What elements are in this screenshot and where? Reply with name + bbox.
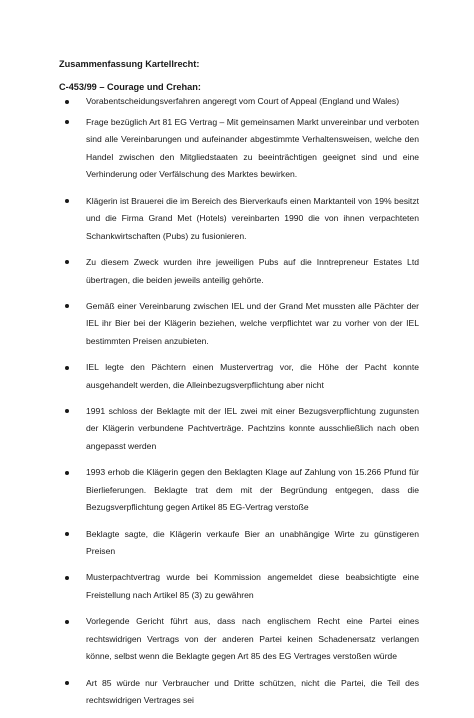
list-item bbox=[59, 569, 419, 604]
bullet-icon bbox=[65, 409, 69, 413]
case-heading: C-453/99 – Courage und Crehan: bbox=[59, 82, 201, 92]
list-item-text: Gemäß einer Vereinbarung zwischen IEL und der Grand Met mussten alle Pächter der IEL ihr Bier bei der Klägerin beziehen, welche verpflichtet war zu vorher von der IEL bestimmten Preisen anzubieten. bbox=[86, 300, 419, 346]
bullet-icon bbox=[65, 681, 69, 685]
list-item bbox=[59, 93, 419, 111]
bullet-icon bbox=[65, 120, 69, 124]
bullet-icon bbox=[65, 260, 69, 264]
list-item-text: Frage bezüglich Art 81 EG Vertrag – Mit gemeinsamen Markt unvereinbar und verboten sind alle Vereinbarungen und aufeinander abgestimmte Verhaltensweisen, welche den Handel zwischen den Mitgliedstaaten zu beeinträchtigen geeignet sind und eine Verhinderung oder Verfälschung des Marktes bewirken. bbox=[86, 116, 419, 180]
document-title: Zusammenfassung Kartellrecht: bbox=[59, 59, 200, 69]
list-item-text: Art 85 würde nur Verbraucher und Dritte schützen, nicht die Partei, die Teil des rechtswidrigen Vertrages sei bbox=[86, 677, 419, 706]
list-item bbox=[59, 193, 419, 246]
bullet-icon bbox=[65, 620, 69, 624]
list-item-text: Klägerin ist Brauerei die im Bereich des Bierverkaufs einen Marktanteil von 19% besitzt und die Firma Grand Met (Hotels) vereinbarten 1990 die von ihnen verpachteten Schankwirtschaften (Pubs) zu fusionieren. bbox=[86, 195, 419, 241]
bullet-icon bbox=[65, 576, 69, 580]
bullet-icon bbox=[65, 532, 69, 536]
list-item bbox=[59, 464, 419, 517]
list-item-text: IEL legte den Pächtern einen Mustervertrag vor, die Höhe der Pacht konnte ausgehandelt werden, die Alleinbezugsverpflichtung aber nicht bbox=[86, 362, 419, 390]
list-item bbox=[59, 114, 419, 184]
bullet-icon bbox=[65, 100, 69, 104]
list-item-text: 1993 erhob die Klägerin gegen den Beklagten Klage auf Zahlung von 15.266 Pfund für Bierlieferungen. Beklagte trat dem mit der Begründung entgegen, dass die Bezugsverpflichtung gegen Artikel 85 EG-Vertrag verstoße bbox=[86, 467, 419, 513]
list-item-text: 1991 schloss der Beklagte mit der IEL zwei mit einer Bezugsverpflichtung zugunsten der Klägerin verbundene Pachtverträge. Pachtzins konnte ausschließlich nach oben angepasst werden bbox=[86, 405, 419, 452]
list-item-text: Musterpachtvertrag wurde bei Kommission angemeldet diese beabsichtigte eine Freistellung nach Artikel 85 (3) zu gewähren bbox=[86, 572, 419, 600]
bullet-icon bbox=[65, 366, 69, 370]
list-item bbox=[59, 675, 419, 710]
bullet-icon bbox=[65, 471, 69, 475]
list-item-text: Vorlegende Gericht führt aus, dass nach englischem Recht eine Partei eines rechtswidrigen Vertrags von der anderen Partei keinen Schadenersatz verlangen könne, selbst wenn die Beklagte gegen Art 85 des EG Vertrages verstoßen würde bbox=[86, 616, 419, 662]
list-item bbox=[59, 298, 419, 351]
list-item-text: Zu diesem Zweck wurden ihre jeweiligen Pubs auf die Inntrepreneur Estates Ltd übertragen, die beiden jeweils anteilig gehörte. bbox=[86, 256, 419, 285]
list-item bbox=[59, 403, 419, 456]
list-item bbox=[59, 613, 419, 666]
list-item-text: Beklagte sagte, die Klägerin verkaufe Bier an unabhängige Wirte zu günstigeren Preisen bbox=[86, 528, 419, 557]
bullet-icon bbox=[65, 199, 69, 203]
list-item bbox=[59, 359, 419, 394]
list-item-text: Vorabentscheidungsverfahren angeregt vom Court of Appeal (England und Wales) bbox=[86, 96, 400, 106]
list-item bbox=[59, 254, 419, 289]
bullet-list bbox=[59, 93, 419, 718]
bullet-icon bbox=[65, 304, 69, 308]
list-item bbox=[59, 526, 419, 561]
